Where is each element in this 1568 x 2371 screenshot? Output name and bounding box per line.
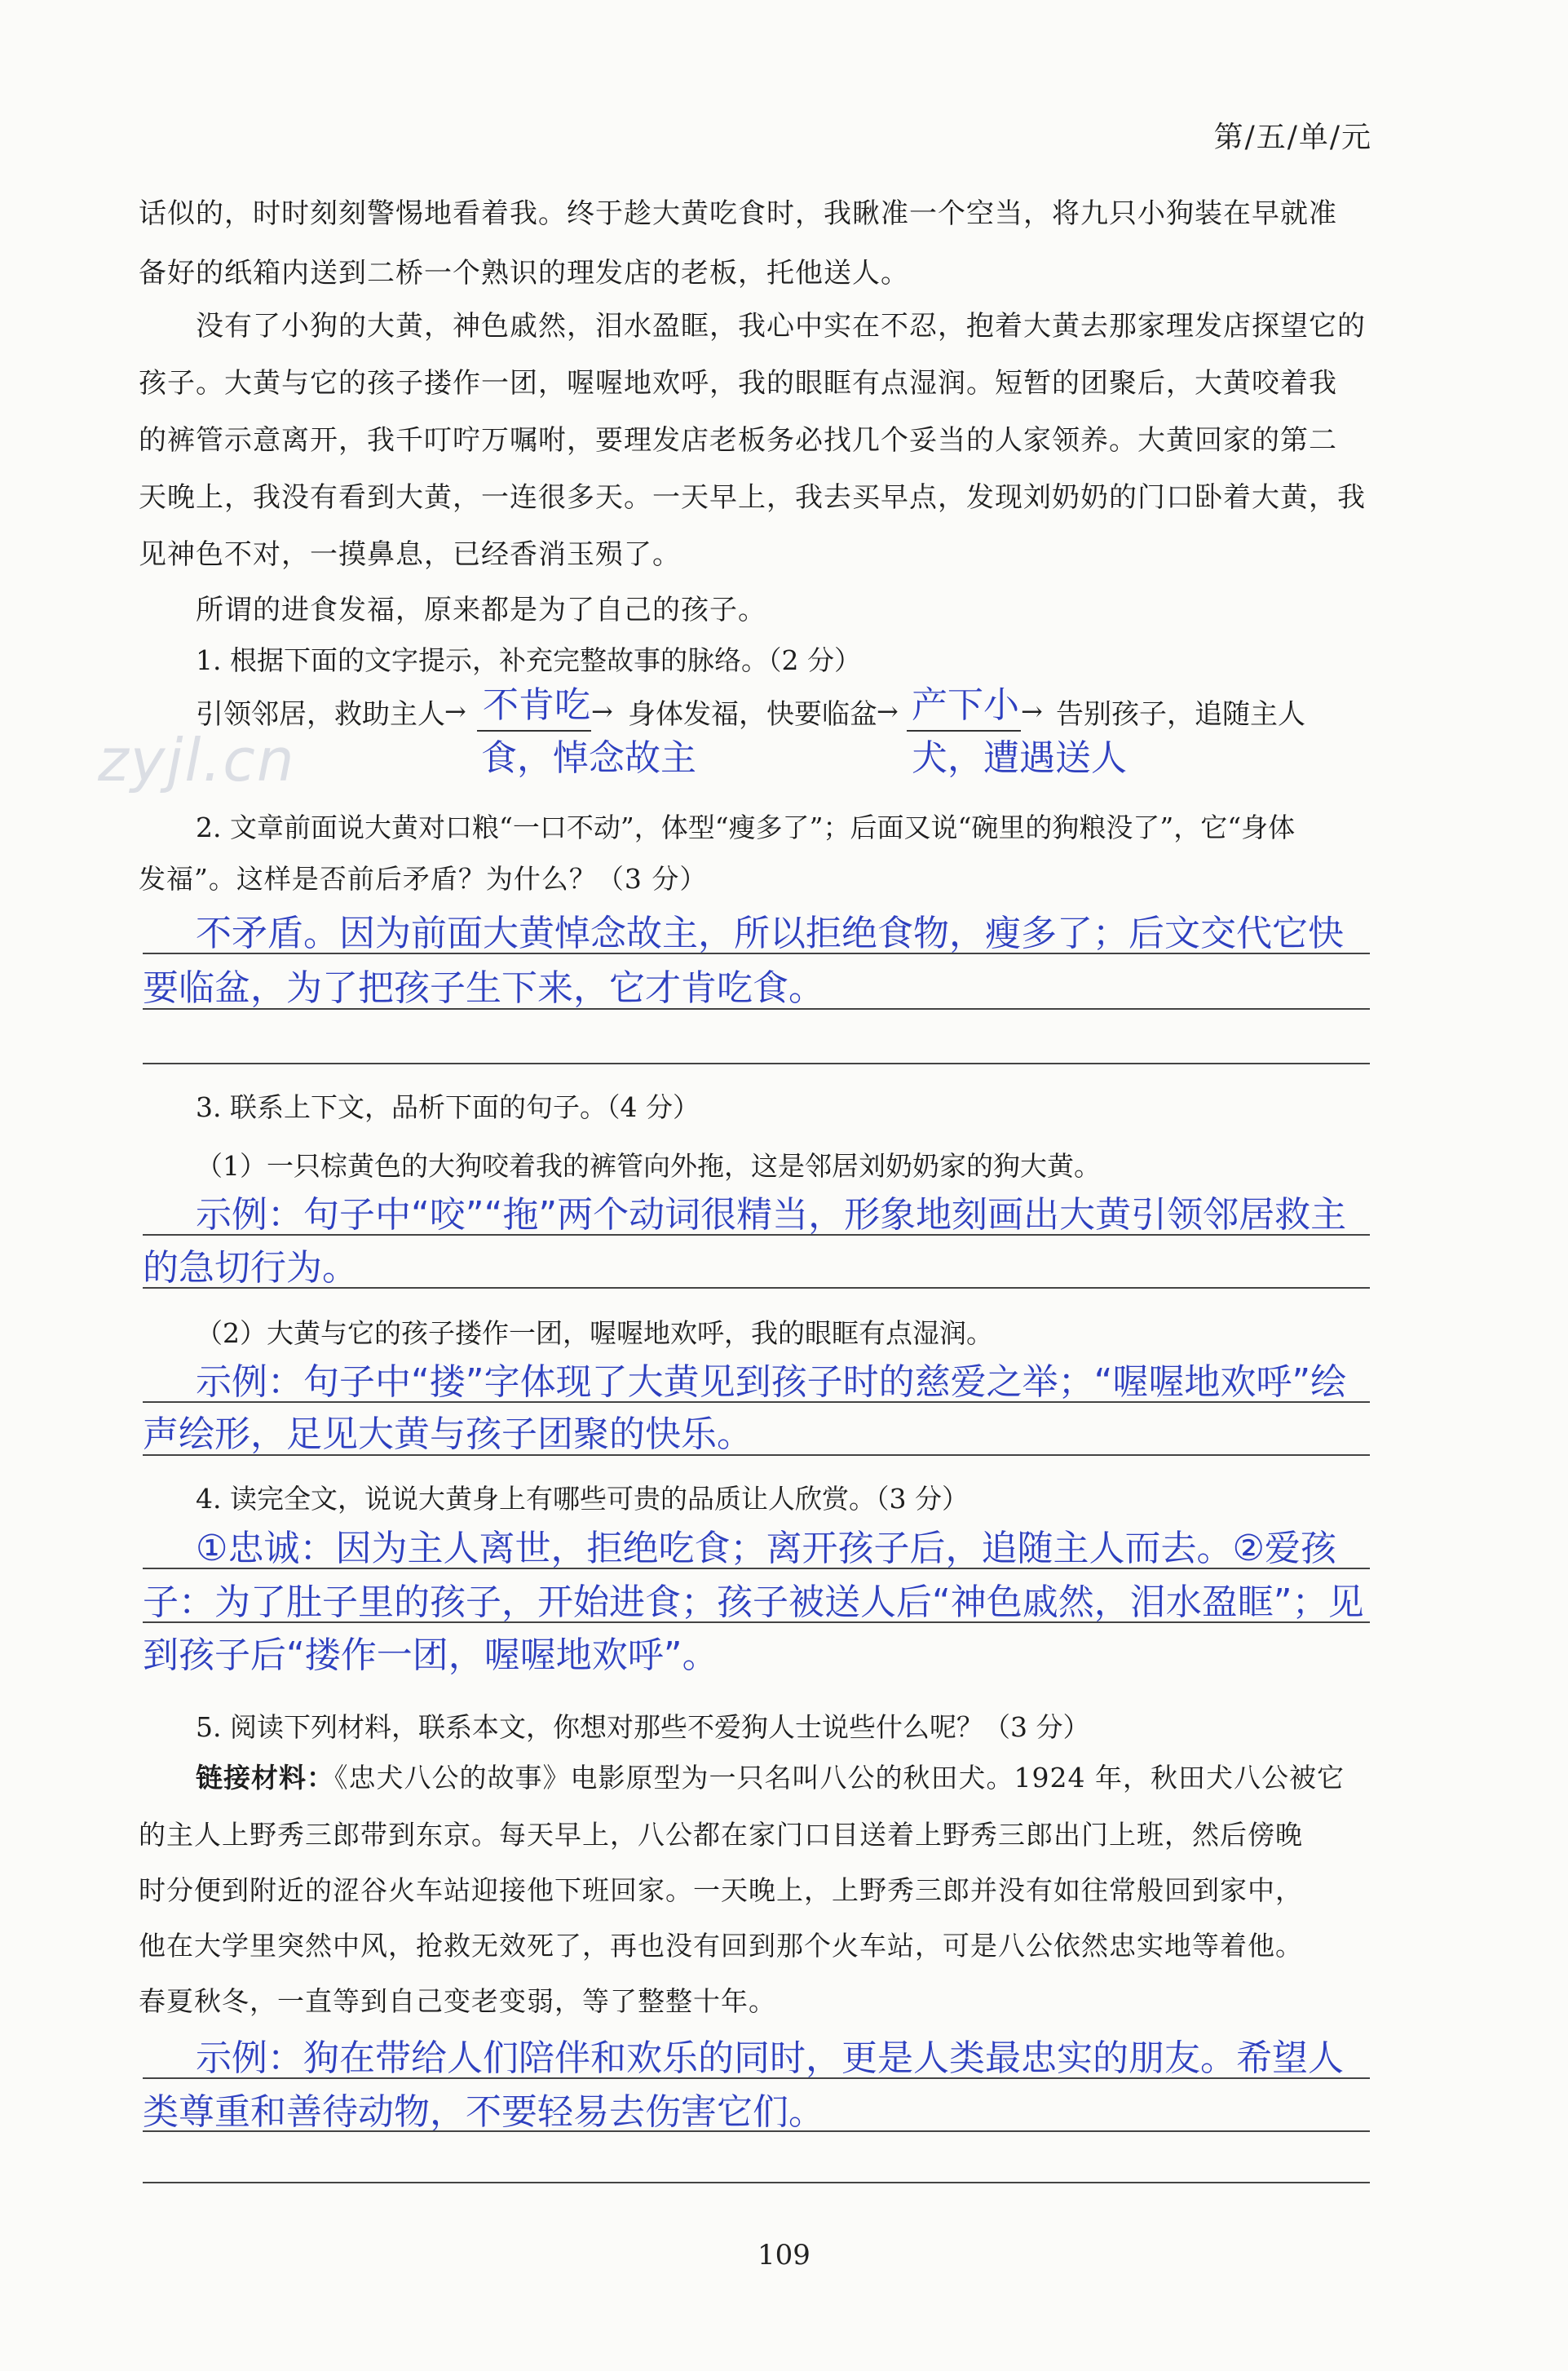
answer-3-2-line: 示例：句子中“搂”字体现了大黄见到孩子时的慈爱之举；“喔喔地欢呼”绘 [196, 1361, 1347, 1403]
answer-1a-bottom: 食，悼念故主 [481, 737, 696, 779]
answer-rule [143, 1401, 1370, 1403]
answer-rule [143, 2182, 1370, 2183]
passage-line: 的裤管示意离开，我千叮咛万嘱咐，要理发店老板务必找几个妥当的人家领养。大黄回家的第二 [139, 424, 1337, 457]
linked-material-line: 的主人上野秀三郎带到东京。每天早上，八公都在家门口目送着上野秀三郎出门上班，然后傍晚 [139, 1819, 1303, 1851]
answer-2-line: 要临盆，为了把孩子生下来，它才肯吃食。 [143, 967, 824, 1009]
flow-segment-1: 引领邻居，救助主人 [196, 698, 445, 731]
answer-3-2-line: 声绘形，足见大黄与孩子团聚的快乐。 [143, 1413, 753, 1455]
answer-rule [143, 1234, 1370, 1236]
answer-rule [143, 953, 1370, 954]
answer-3-1-line: 的急切行为。 [143, 1247, 358, 1289]
watermark: zyjl.cn [98, 726, 296, 794]
answer-4-line: 到孩子后“搂作一团，喔喔地欢呼”。 [143, 1634, 718, 1676]
passage-line: 见神色不对，一摸鼻息，已经香消玉殒了。 [139, 538, 681, 571]
question-2-prompt: 2. 文章前面说大黄对口粮“一口不动”，体型“瘦多了”；后面又说“碗里的狗粮没了”，它“身体 [196, 812, 1296, 843]
answer-rule [143, 2130, 1370, 2132]
passage-line: 话似的，时时刻刻警惕地看着我。终于趁大黄吃食时，我瞅准一个空当，将九只小狗装在早就准 [139, 197, 1337, 230]
question-3-sentence-2: （2）大黄与它的孩子搂作一团，喔喔地欢呼，我的眼眶有点湿润。 [196, 1317, 993, 1349]
question-1-prompt: 1. 根据下面的文字提示，补充完整故事的脉络。（2 分） [196, 644, 861, 676]
arrow-right-icon: → [444, 696, 466, 727]
passage-line: 没有了小狗的大黄，神色戚然，泪水盈眶，我心中实在不忍，抱着大黄去那家理发店探望它的 [196, 310, 1366, 343]
arrow-right-icon: → [877, 696, 899, 727]
flow-segment-2: 身体发福，快要临盆 [628, 698, 877, 731]
answer-rule [143, 1568, 1370, 1569]
flow-segment-3: 告别孩子，追随主人 [1056, 698, 1305, 731]
answer-rule [143, 1287, 1370, 1289]
linked-material-label: 链接材料： [196, 1762, 334, 1794]
passage-line: 所谓的进食发福，原来都是为了自己的孩子。 [196, 594, 766, 626]
arrow-right-icon: → [591, 696, 613, 727]
answer-3-1-line: 示例：句子中“咬”“拖”两个动词很精当，形象地刻画出大黄引领邻居救主 [196, 1194, 1347, 1236]
answer-rule [143, 2077, 1370, 2079]
question-2-prompt: 发福”。这样是否前后矛盾？为什么？（3 分） [139, 863, 708, 895]
answer-rule [143, 1621, 1370, 1623]
linked-material-line [196, 1745, 1500, 1811]
linked-material-line: 春夏秋冬，一直等到自己变老变弱，等了整整十年。 [139, 1985, 776, 2017]
question-3-prompt: 3. 联系上下文，品析下面的句子。（4 分） [196, 1091, 700, 1123]
answer-4-line: ①忠诚：因为主人离世，拒绝吃食；离开孩子后，追随主人而去。②爱孩 [196, 1528, 1336, 1569]
linked-material-text: 《忠犬八公的故事》电影原型为一只名叫八公的秋田犬。1924 年，秋田犬八公被它 [334, 1762, 1345, 1794]
answer-rule [143, 1454, 1370, 1456]
answer-rule [143, 1063, 1370, 1064]
question-4-prompt: 4. 读完全文，说说大黄身上有哪些可贵的品质让人欣赏。（3 分） [196, 1483, 969, 1515]
answer-1b-top: 产下小 [912, 684, 1019, 726]
question-3-sentence-1: （1）一只棕黄色的大狗咬着我的裤管向外拖，这是邻居刘奶奶家的狗大黄。 [196, 1150, 1101, 1182]
answer-5-line: 类尊重和善待动物，不要轻易去伤害它们。 [143, 2091, 824, 2133]
arrow-right-icon: → [1021, 696, 1043, 727]
linked-material-line: 时分便到附近的涩谷火车站迎接他下班回家。一天晚上，上野秀三郎并没有如往常般回到家中， [139, 1874, 1303, 1906]
unit-header: 第/五/单/元 [1213, 121, 1372, 154]
linked-material-line: 他在大学里突然中风，抢救无效死了，再也没有回到那个火车站，可是八公依然忠实地等着他。 [139, 1930, 1303, 1962]
passage-line: 孩子。大黄与它的孩子搂作一团，喔喔地欢呼，我的眼眶有点湿润。短暂的团聚后，大黄咬着我 [139, 367, 1337, 400]
answer-1b-bottom: 犬，遭遇送人 [912, 737, 1127, 779]
answer-1a-top: 不肯吃 [483, 684, 590, 726]
passage-line: 备好的纸箱内送到二桥一个熟识的理发店的老板，托他送人。 [139, 257, 909, 290]
question-5-prompt: 5. 阅读下列材料，联系本文，你想对那些不爱狗人士说些什么呢？（3 分） [196, 1711, 1090, 1743]
answer-4-line: 子：为了肚子里的孩子，开始进食；孩子被送人后“神色戚然，泪水盈眶”；见 [143, 1581, 1364, 1623]
answer-5-line: 示例：狗在带给人们陪伴和欢乐的同时，更是人类最忠实的朋友。希望人 [196, 2037, 1344, 2079]
answer-rule [143, 1008, 1370, 1010]
page-number: 109 [757, 2239, 811, 2271]
passage-line: 天晚上，我没有看到大黄，一连很多天。一天早上，我去买早点，发现刘奶奶的门口卧着大黄，我 [139, 481, 1366, 514]
answer-2-line: 不矛盾。因为前面大黄悼念故主，所以拒绝食物，瘦多了；后文交代它快 [196, 913, 1344, 954]
